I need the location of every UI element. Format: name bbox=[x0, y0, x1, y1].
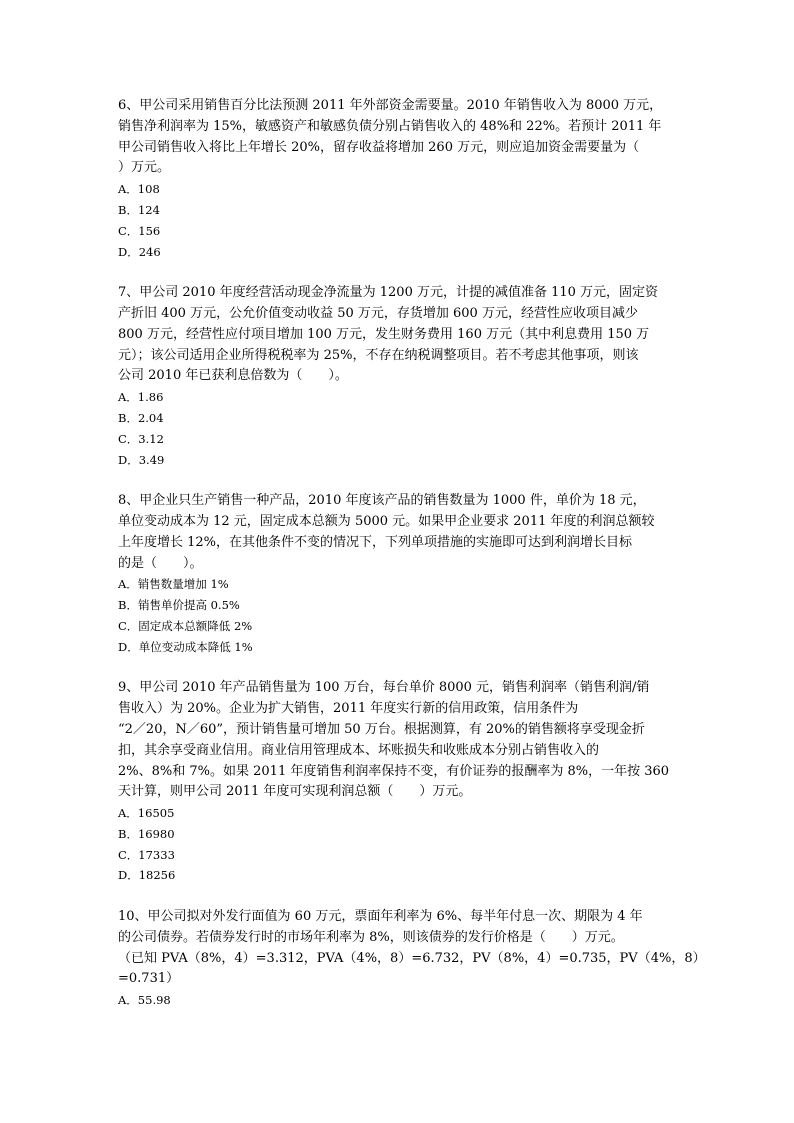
stem-line: 产折旧 400 万元，公允价值变动收益 50 万元，存货增加 600 万元，经营性应收项目减少 bbox=[118, 305, 638, 321]
stem-line: 6、甲公司采用销售百分比法预测 2011 年外部资金需要量。2010 年销售收入为 8000 万元， bbox=[118, 98, 663, 113]
stem-line: 上年度增长 12%，在其他条件不变的情况下，下列单项措施的实施即可达到利润增长目标 bbox=[118, 534, 633, 550]
question-stem bbox=[118, 283, 678, 387]
question-stem bbox=[118, 907, 706, 990]
question-stem bbox=[118, 491, 678, 574]
stem-line: 的是（ ）。 bbox=[118, 555, 203, 571]
option-a: A．16505 bbox=[118, 806, 175, 821]
option-d: D．246 bbox=[118, 244, 161, 259]
option-c: C．17333 bbox=[118, 847, 175, 862]
stem-line: 单位变动成本为 12 元，固定成本总额为 5000 元。如果甲企业要求 2011 年度的利润总额较 bbox=[118, 513, 655, 529]
stem-line: 元）；该公司适用企业所得税税率为 25%，不存在纳税调整项目。若不考虑其他事项，则该 bbox=[118, 347, 639, 363]
stem-line: 800 万元，经营性应付项目增加 100 万元，发生财务费用 160 万元（其中利息费用 150 万 bbox=[118, 326, 650, 342]
option-b: B．2.04 bbox=[118, 410, 164, 425]
stem-line: 销售净利润率为 15%，敏感资产和敏感负债分别占销售收入的 48%和 22%。若预计 2011 年 bbox=[118, 118, 662, 134]
document-page bbox=[118, 96, 706, 1011]
spacer bbox=[118, 886, 678, 907]
spacer bbox=[118, 658, 678, 679]
stem-line: 天计算，则甲公司 2011 年度可实现利润总额（ ）万元。 bbox=[118, 784, 472, 800]
option-b: B．124 bbox=[118, 202, 160, 217]
stem-line: ）万元。 bbox=[118, 160, 171, 176]
stem-line: 公司 2010 年已获利息倍数为（ ）。 bbox=[118, 368, 348, 384]
stem-line: 9、甲公司 2010 年产品销售量为 100 万台，每台单价 8000 元，销售利润率（销售利润/销 bbox=[118, 680, 650, 696]
question-7 bbox=[118, 283, 678, 470]
question-stem bbox=[118, 96, 678, 179]
option-c: C．156 bbox=[118, 223, 161, 238]
option-a: A．销售数量增加 1% bbox=[118, 577, 229, 592]
stem-line: 10、甲公司拟对外发行面值为 60 万元，票面年利率为 6%、每半年付息一次、期限为 4 年 bbox=[118, 909, 643, 925]
option-a: A．55.98 bbox=[118, 993, 171, 1008]
stem-line: 2%、8%和 7%。如果 2011 年度销售利润率保持不变，有价证券的报酬率为 8%，一年按 360 bbox=[118, 763, 670, 779]
stem-line: 8、甲企业只生产销售一种产品，2010 年度该产品的销售数量为 1000 件，单价为 18 元， bbox=[118, 493, 646, 509]
option-d: D．3.49 bbox=[118, 452, 165, 467]
stem-line: 售收入）为 20%。企业为扩大销售，2011 年度实行新的信用政策，信用条件为 bbox=[118, 701, 579, 717]
stem-line: 的公司债券。若债券发行时的市场年利率为 8%，则该债券的发行价格是（ ）万元。 bbox=[118, 929, 624, 945]
option-c: C．固定成本总额降低 2% bbox=[118, 618, 253, 633]
question-10 bbox=[118, 907, 706, 1011]
question-6 bbox=[118, 96, 678, 262]
stem-line: “2／20，N／60”，预计销售量可增加 50 万台。根据测算，有 20%的销售额将享受现金折 bbox=[118, 721, 645, 737]
stem-line: 扣，其余享受商业信用。商业信用管理成本、坏账损失和收账成本分别占销售收入的 bbox=[118, 742, 600, 758]
option-a: A．1.86 bbox=[118, 390, 164, 405]
stem-line: =0.731） bbox=[118, 971, 180, 987]
option-b: B．16980 bbox=[118, 826, 175, 841]
question-9 bbox=[118, 678, 678, 886]
question-stem bbox=[118, 678, 678, 803]
option-d: D．单位变动成本降低 1% bbox=[118, 639, 253, 654]
option-b: B．销售单价提高 0.5% bbox=[118, 598, 240, 613]
question-8 bbox=[118, 491, 678, 657]
spacer bbox=[118, 262, 678, 283]
spacer bbox=[118, 470, 678, 491]
stem-line: （已知 PVA（8%，4）=3.312，PVA（4%，8）=6.732，PV（8%，4）=0.735，PV（4%，8） bbox=[118, 950, 706, 966]
option-a: A．108 bbox=[118, 182, 160, 197]
stem-line: 甲公司销售收入将比上年增长 20%，留存收益将增加 260 万元，则应追加资金需要量为（ bbox=[118, 139, 640, 155]
option-c: C．3.12 bbox=[118, 431, 164, 446]
stem-line: 7、甲公司 2010 年度经营活动现金净流量为 1200 万元，计提的减值准备 110 万元，固定资 bbox=[118, 285, 659, 301]
option-d: D．18256 bbox=[118, 868, 176, 883]
